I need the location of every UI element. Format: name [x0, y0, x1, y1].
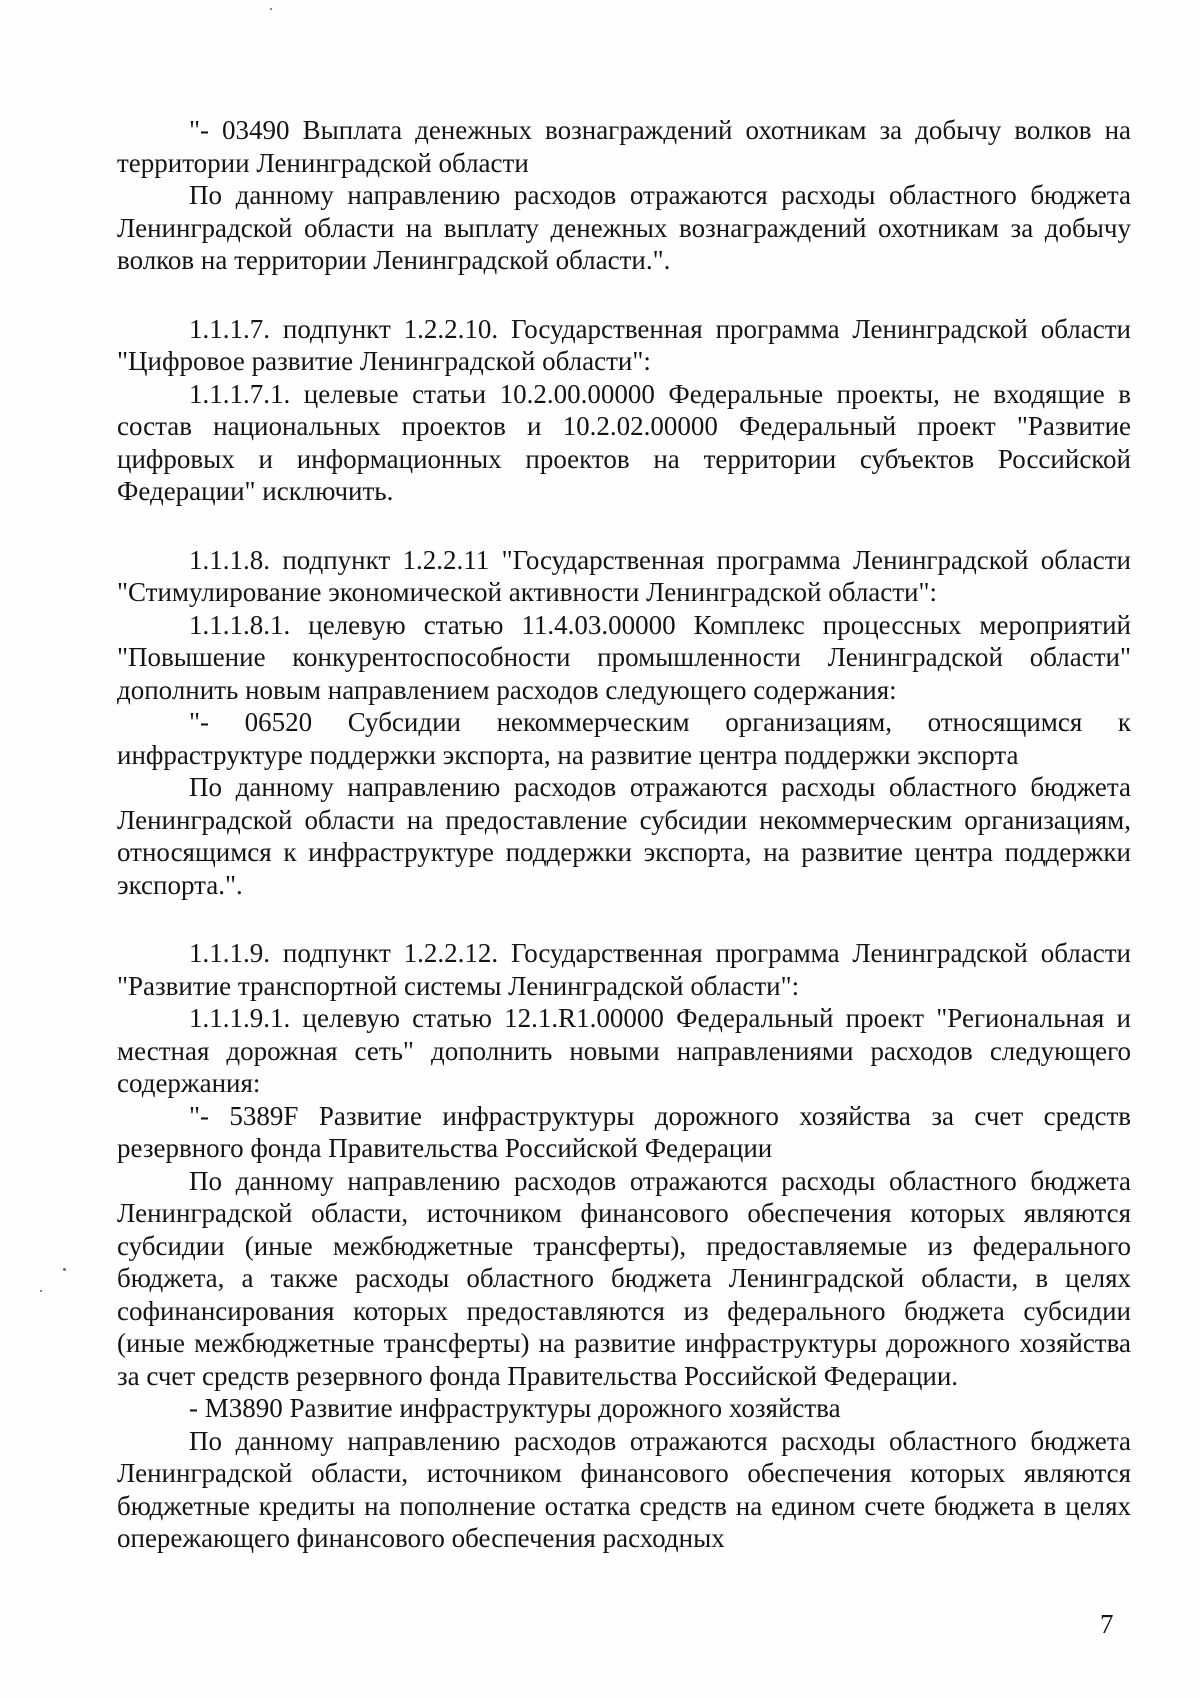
paragraph-1-1-1-8-1: 1.1.1.8.1. целевую статью 11.4.03.00000 Комплекс процессных мероприятий "Повышение конкурентоспособности промышленности Ленинградской области" дополнить новым направлением расходов следующего содержания: [117, 609, 1131, 705]
paragraph-06520-title: "- 06520 Субсидии некоммерческим организациям, относящимся к инфраструктуре поддержки экспорта, на развитие центра поддержки экспорта [117, 707, 1131, 770]
paragraph-5389f-description: По данному направлению расходов отражаются расходы областного бюджета Ленинградской области, источником финансового обеспечения которых являются субсидии (иные межбюджетные трансферты), предоставляемые из федерального бюджета, а также расходы областного бюджета Ленинградской области, в целях софинансирования которых предоставляются из федерального бюджета субсидии (иные межбюджетные трансферты) на развитие инфраструктуры дорожного хозяйства за счет средств резервного фонда Правительства Российской Федерации. [117, 1165, 1131, 1391]
scan-speck [40, 1290, 42, 1292]
paragraph-03490-title: "- 03490 Выплата денежных вознаграждений охотникам за добычу волков на территории Ленинградской области [117, 115, 1131, 178]
scan-speck [270, 8, 272, 10]
paragraph-1-1-1-7: 1.1.1.7. подпункт 1.2.2.10. Государственная программа Ленинградской области "Цифровое развитие Ленинградской области": [117, 313, 1131, 376]
paragraph-06520-description: По данному направлению расходов отражаются расходы областного бюджета Ленинградской области на предоставление субсидии некоммерческим организациям, относящимся к инфраструктуре поддержки экспорта, на развитие центра поддержки экспорта.". [117, 772, 1131, 900]
paragraph-gap [117, 901, 1131, 937]
scan-speck [63, 1268, 66, 1271]
paragraph-1-1-1-9-1: 1.1.1.9.1. целевую статью 12.1.R1.00000 Федеральный проект "Региональная и местная дорожная сеть" дополнить новыми направлениями расходов следующего содержания: [117, 1003, 1131, 1098]
paragraph-5389f-title: "- 5389F Развитие инфраструктуры дорожного хозяйства за счет средств резервного фонда Правительства Российской Федерации [117, 1100, 1131, 1163]
paragraph-1-1-1-9: 1.1.1.9. подпункт 1.2.2.12. Государственная программа Ленинградской области "Развитие транспортной системы Ленинградской области": [117, 938, 1131, 1001]
paragraph-1-1-1-7-1: 1.1.1.7.1. целевые статьи 10.2.00.00000 Федеральные проекты, не входящие в состав национальных проектов и 10.2.02.00000 Федеральный проект "Развитие цифровых и информационных проектов на территории субъектов Российской Федерации" исключить. [117, 378, 1131, 506]
paragraph-m3890-description: По данному направлению расходов отражаются расходы областного бюджета Ленинградской области, источником финансового обеспечения которых являются бюджетные кредиты на пополнение остатка средств на едином счете бюджета в целях опережающего финансового обеспечения расходных [117, 1425, 1131, 1553]
paragraph-1-1-1-8: 1.1.1.8. подпункт 1.2.2.11 "Государственная программа Ленинградской области "Стимулирование экономической активности Ленинградской области": [117, 544, 1131, 607]
paragraph-gap [117, 277, 1131, 313]
document-body [117, 114, 1131, 1555]
paragraph-gap [117, 508, 1131, 544]
paragraph-03490-description: По данному направлению расходов отражаются расходы областного бюджета Ленинградской области на выплату денежных вознаграждений охотникам за добычу волков на территории Ленинградской области.". [117, 180, 1131, 275]
page-number: 7 [1100, 1609, 1114, 1639]
paragraph-m3890-title: - М3890 Развитие инфраструктуры дорожного хозяйства [189, 1393, 841, 1423]
